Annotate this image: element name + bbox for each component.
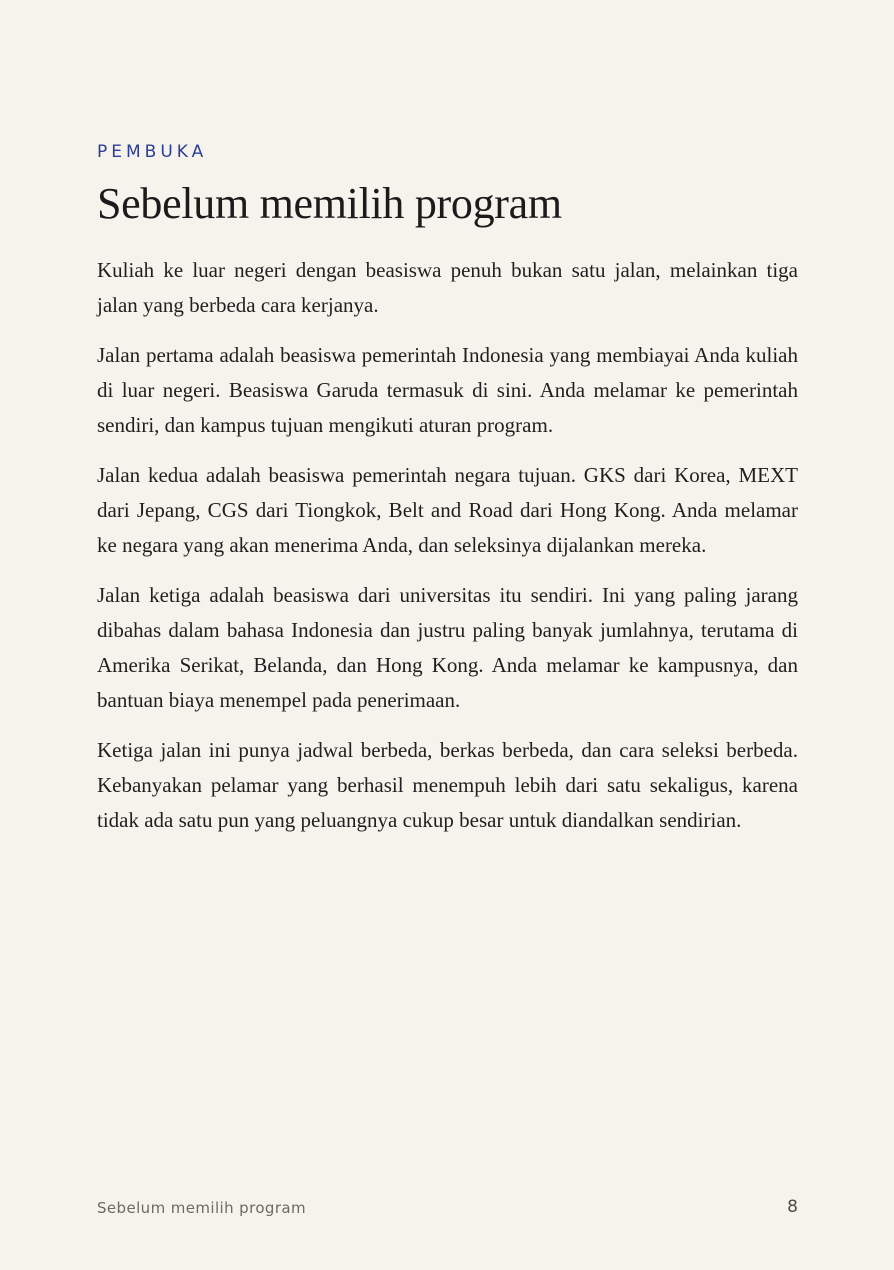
section-label: PEMBUKA xyxy=(97,142,208,162)
paragraph-second-path: Jalan kedua adalah beasiswa pemerintah negara tujuan. GKS dari Korea, MEXT dari Jepang, CGS dari Tiongkok, Belt and Road dari Hong Kong. Anda melamar ke negara yang akan menerima Anda, dan seleksinya dijalankan mereka. xyxy=(97,463,798,557)
paragraph-first-path: Jalan pertama adalah beasiswa pemerintah Indonesia yang membiayai Anda kuliah di luar negeri. Beasiswa Garuda termasuk di sini. Anda melamar ke pemerintah sendiri, dan kampus tujuan mengikuti aturan program. xyxy=(97,343,798,437)
page-title: Sebelum memilih program xyxy=(97,179,562,228)
paragraph-conclusion: Ketiga jalan ini punya jadwal berbeda, berkas berbeda, dan cara seleksi berbeda. Kebanyakan pelamar yang berhasil menempuh lebih dari satu sekaligus, karena tidak ada satu pun yang peluangnya cukup besar untuk diandalkan sendirian. xyxy=(97,738,798,832)
footer-running-title: Sebelum memilih program xyxy=(97,1199,307,1217)
document-page xyxy=(97,0,798,1270)
paragraph-third-path: Jalan ketiga adalah beasiswa dari universitas itu sendiri. Ini yang paling jarang dibahas dalam bahasa Indonesia dan justru paling banyak jumlahnya, terutama di Amerika Serikat, Belanda, dan Hong Kong. Anda melamar ke kampusnya, dan bantuan biaya menempel pada penerimaan. xyxy=(97,583,798,712)
body-text xyxy=(97,253,798,853)
page-number: 8 xyxy=(787,1197,798,1217)
paragraph-intro: Kuliah ke luar negeri dengan beasiswa penuh bukan satu jalan, melainkan tiga jalan yang berbeda cara kerjanya. xyxy=(97,258,798,317)
